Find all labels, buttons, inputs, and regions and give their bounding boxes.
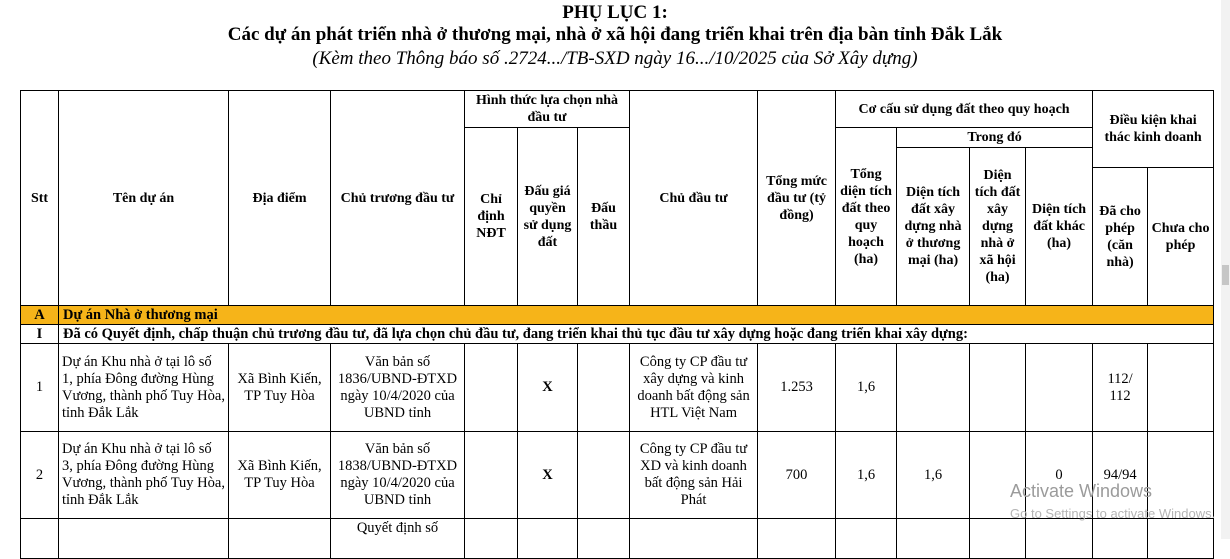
row-permitted: 94/94 — [1093, 432, 1148, 519]
row-investment-policy: Quyết định số — [331, 519, 465, 559]
row-total-investment: 1.253 — [758, 344, 836, 432]
notice-number: 2724 — [508, 48, 547, 69]
row-location: Xã Bình Kiến, TP Tuy Hòa — [229, 344, 331, 432]
notice-day-dots: ... — [695, 48, 710, 69]
row-commercial-area — [897, 344, 970, 432]
activate-windows-watermark: Activate Windows — [1010, 481, 1153, 501]
activate-windows-hint: Go to Settings to activate Windows. — [1010, 506, 1216, 521]
col-group-of-which: Trong đó — [897, 128, 1093, 148]
row-designated — [465, 344, 518, 432]
col-social-area: Diện tích đất xây dựng nhà ở xã hội (ha) — [970, 148, 1026, 306]
col-not-permitted: Chưa cho phép — [1148, 168, 1214, 306]
col-permitted: Đã cho phép (căn nhà) — [1093, 168, 1148, 306]
col-other-area: Diện tích đất khác (ha) — [1026, 148, 1093, 306]
col-commercial-area: Diện tích đất xây dựng nhà ở thương mại (ha) — [897, 148, 970, 306]
row-total-investment: 700 — [758, 432, 836, 519]
row-total-area: 1,6 — [836, 432, 897, 519]
table-row — [21, 344, 1214, 432]
row-bidding — [578, 344, 630, 432]
section-row-i — [21, 325, 1214, 344]
col-stt: Stt — [21, 91, 59, 306]
col-group-land-use: Cơ cấu sử dụng đất theo quy hoạch — [836, 91, 1093, 128]
notice-day: 16 — [676, 48, 695, 69]
row-land-auction: X — [518, 432, 578, 519]
row-investor: Công ty CP đầu tư xây dựng và kinh doanh bất động sản HTL Việt Nam — [630, 344, 758, 432]
subtitle-prefix: (Kèm theo Thông báo số — [312, 48, 504, 69]
row-project-name: Dự án Khu nhà ở tại lô số 3, phía Đông đường Hùng Vương, thành phố Tuy Hòa, tỉnh Đắk Lắk — [59, 432, 229, 519]
section-i-label: Đã có Quyết định, chấp thuận chủ trương đầu tư, đã lựa chọn chủ đầu tư, đang triển khai thủ tục đầu tư xây dựng hoặc đang triển khai xây dựng: — [59, 325, 1214, 344]
row-investor: Công ty CP đầu tư XD và kinh doanh bất động sản Hải Phát — [630, 432, 758, 519]
row-commercial-area: 1,6 — [897, 432, 970, 519]
section-row-a — [21, 306, 1214, 325]
col-land-auction: Đấu giá quyền sử dụng đất — [518, 128, 578, 306]
col-project-name: Tên dự án — [59, 91, 229, 306]
notice-number-prefix: . — [503, 48, 509, 69]
notice-number-dots: ... — [546, 48, 561, 69]
col-bidding: Đấu thầu — [578, 128, 630, 306]
document-title: Các dự án phát triển nhà ở thương mại, nhà ở xã hội đang triển khai trên địa bàn tỉnh Đắk Lắk — [227, 24, 1003, 45]
row-total-area: 1,6 — [836, 344, 897, 432]
row-stt: 2 — [21, 432, 59, 519]
row-permitted: 112/ 112 — [1093, 344, 1148, 432]
scrollbar-thumb[interactable] — [1222, 265, 1229, 285]
col-location: Địa điểm — [229, 91, 331, 306]
row-land-auction: X — [518, 344, 578, 432]
section-i-stt: I — [21, 325, 59, 344]
appendix-title: PHỤ LỤC 1: — [562, 2, 668, 23]
section-a-stt: A — [21, 306, 59, 325]
col-investor: Chủ đầu tư — [630, 91, 758, 306]
section-a-label: Dự án Nhà ở thương mại — [59, 306, 1214, 325]
subtitle-suffix: /10/2025 của Sở Xây dựng) — [709, 48, 918, 69]
row-stt: 1 — [21, 344, 59, 432]
row-project-name: Dự án Khu nhà ở tại lô số 1, phía Đông đường Hùng Vương, thành phố Tuy Hòa, tỉnh Đắk Lắk — [59, 344, 229, 432]
col-total-investment: Tổng mức đầu tư (tỷ đồng) — [758, 91, 836, 306]
row-not-permitted — [1148, 344, 1214, 432]
document-subtitle — [0, 48, 1230, 70]
row-investment-policy: Văn bản số 1836/UBND-ĐTXD ngày 10/4/2020 của UBND tỉnh — [331, 344, 465, 432]
col-total-area: Tổng diện tích đất theo quy hoạch (ha) — [836, 128, 897, 306]
row-other-area: 0 — [1026, 432, 1093, 519]
header-row-1 — [21, 91, 1214, 128]
col-investment-policy: Chủ trương đầu tư — [331, 91, 465, 306]
row-other-area — [1026, 344, 1093, 432]
col-designated: Chỉ định NĐT — [465, 128, 518, 306]
row-social-area — [970, 344, 1026, 432]
col-group-business-conditions: Điều kiện khai thác kinh doanh — [1093, 91, 1214, 168]
row-designated — [465, 432, 518, 519]
row-investment-policy: Văn bản số 1838/UBND-ĐTXD ngày 10/4/2020 của UBND tỉnh — [331, 432, 465, 519]
row-location: Xã Bình Kiến, TP Tuy Hòa — [229, 432, 331, 519]
subtitle-middle: /TB-SXD ngày — [560, 48, 676, 69]
row-bidding — [578, 432, 630, 519]
col-group-selection: Hình thức lựa chọn nhà đầu tư — [465, 91, 630, 128]
